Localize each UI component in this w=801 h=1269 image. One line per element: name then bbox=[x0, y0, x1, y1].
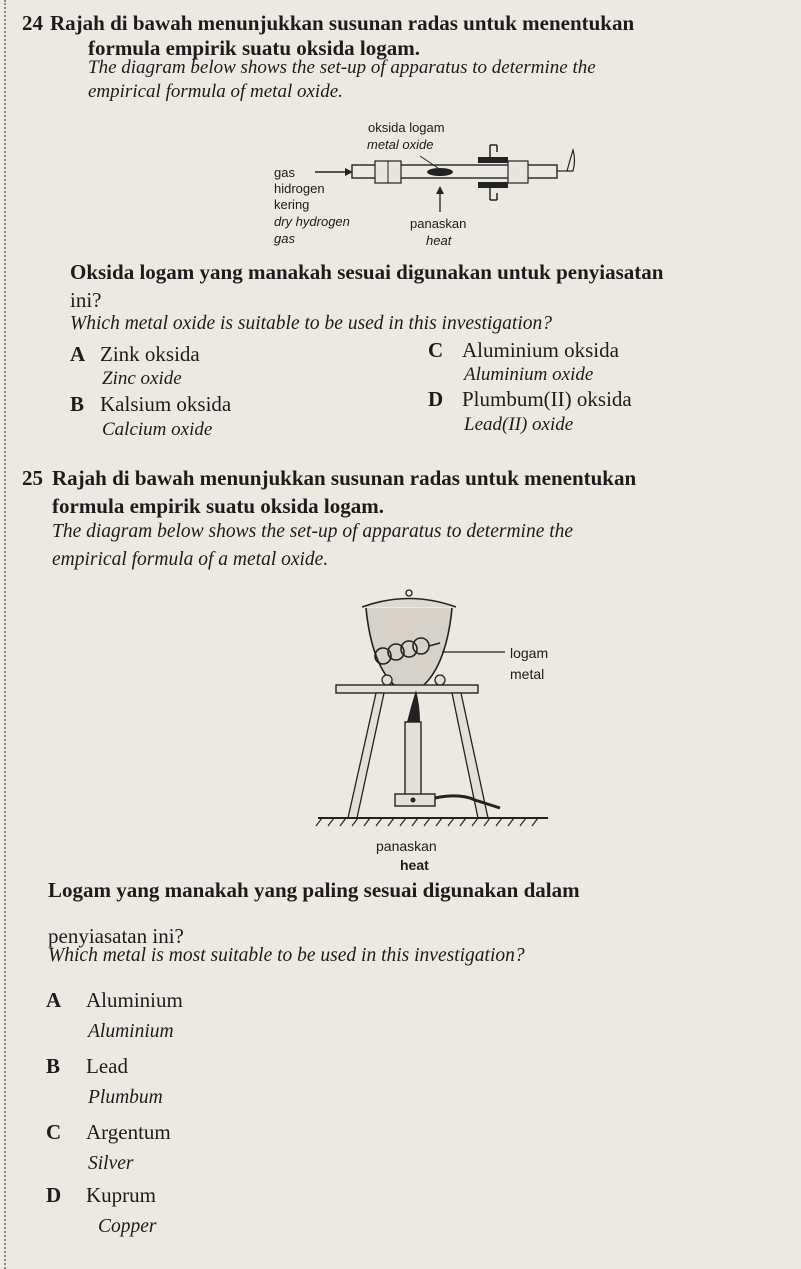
label-heat-ms: panaskan bbox=[376, 838, 437, 854]
label-gas-en-2: gas bbox=[274, 231, 295, 246]
option-text-en: Aluminium bbox=[88, 1021, 174, 1042]
stem-en-line-2: empirical formula of a metal oxide. bbox=[52, 549, 329, 570]
stem-ms-line-1: Rajah di bawah menunjukkan susunan radas untuk menentukan bbox=[52, 466, 637, 490]
option-letter: A bbox=[46, 988, 62, 1012]
question-number: 24 bbox=[22, 11, 43, 35]
option-letter: C bbox=[428, 338, 444, 362]
option-text-en: Silver bbox=[88, 1153, 134, 1174]
question-ms-line-2: ini? bbox=[70, 288, 102, 312]
option-text-ms: Kuprum bbox=[86, 1183, 156, 1207]
option-text-en: Calcium oxide bbox=[102, 419, 213, 440]
option-text-ms: Aluminium bbox=[86, 988, 183, 1012]
option-text-ms: Argentum bbox=[86, 1120, 171, 1144]
stem-ms-line-2: formula empirik suatu oksida logam. bbox=[52, 494, 384, 518]
label-gas-ms-3: kering bbox=[274, 197, 310, 212]
option-letter: A bbox=[70, 342, 86, 366]
label-gas-en-1: dry hydrogen bbox=[274, 214, 350, 229]
label-heat-en: heat bbox=[400, 857, 429, 873]
question-number: 25 bbox=[22, 466, 43, 490]
stem-en-line-1: The diagram below shows the set-up of apparatus to determine the bbox=[88, 57, 596, 78]
option-letter: C bbox=[46, 1120, 62, 1144]
option-text-en: Aluminium oxide bbox=[464, 364, 594, 385]
label-oxide-en: metal oxide bbox=[367, 137, 434, 152]
tripod-leg-left bbox=[348, 693, 384, 818]
bench-hatching bbox=[316, 818, 538, 826]
question-ms-line-1: Oksida logam yang manakah sesuai digunakan untuk penyiasatan bbox=[70, 260, 664, 284]
stem-ms-line-2: formula empirik suatu oksida logam. bbox=[88, 36, 420, 60]
option-text-ms: Kalsium oksida bbox=[100, 392, 232, 416]
gas-hose bbox=[435, 796, 500, 808]
option-text-en: Plumbum bbox=[88, 1087, 163, 1108]
option-text-ms: Plumbum(II) oksida bbox=[462, 387, 632, 411]
label-metal-en: metal bbox=[510, 666, 545, 682]
option-text-ms: Lead bbox=[86, 1054, 128, 1078]
label-metal-ms: logam bbox=[510, 645, 549, 661]
stem-en-line-1: The diagram below shows the set-up of apparatus to determine the bbox=[52, 521, 574, 542]
option-letter: D bbox=[428, 387, 444, 411]
option-text-ms: Aluminium oksida bbox=[462, 338, 619, 362]
bunsen-burner bbox=[405, 722, 421, 802]
option-letter: B bbox=[46, 1054, 61, 1078]
question-en: Which metal is most suitable to be used in this investigation? bbox=[48, 945, 525, 966]
question-ms-line-2: penyiasatan ini? bbox=[48, 924, 184, 948]
label-heat-ms: panaskan bbox=[410, 216, 467, 231]
question-ms-line-1: Logam yang manakah yang paling sesuai digunakan dalam bbox=[48, 878, 580, 902]
stem-en-line-2: empirical formula of metal oxide. bbox=[88, 81, 343, 102]
bunsen-flame bbox=[407, 690, 420, 722]
option-text-en: Lead(II) oxide bbox=[464, 414, 574, 435]
label-gas-ms-1: gas bbox=[274, 165, 295, 180]
stem-ms-line-1: Rajah di bawah menunjukkan susunan radas untuk menentukan bbox=[50, 11, 635, 35]
option-letter: D bbox=[46, 1183, 62, 1207]
option-text-en: Copper bbox=[98, 1216, 157, 1237]
question-en: Which metal oxide is suitable to be used in this investigation? bbox=[70, 313, 553, 334]
label-oxide-ms: oksida logam bbox=[368, 120, 445, 135]
tripod-top bbox=[336, 685, 478, 693]
option-text-ms: Zink oksida bbox=[100, 342, 200, 366]
label-gas-ms-2: hidrogen bbox=[274, 181, 325, 196]
label-heat-en: heat bbox=[426, 233, 452, 248]
option-letter: B bbox=[70, 392, 85, 416]
option-text-en: Zinc oxide bbox=[102, 368, 182, 389]
crucible-lid bbox=[362, 599, 456, 608]
